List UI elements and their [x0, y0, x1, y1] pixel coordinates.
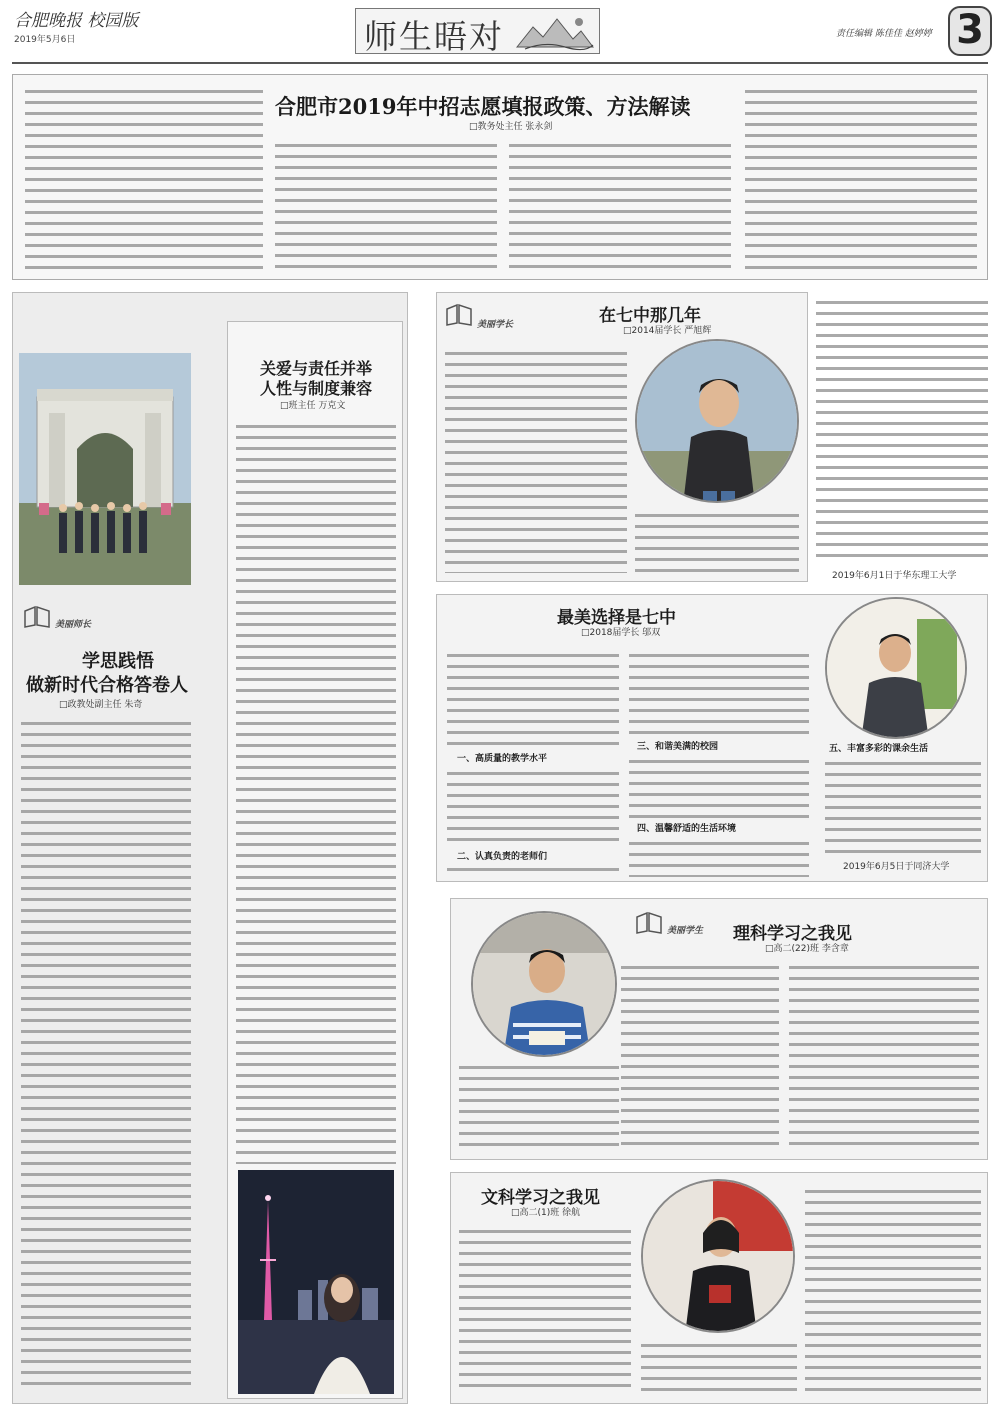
left-column: [12, 292, 408, 1404]
mid-byline: □班主任 万克文: [280, 401, 346, 411]
left-title-line2: 做新时代合格答卷人: [26, 675, 188, 696]
section-tag-student: 美丽学生: [667, 926, 704, 936]
mid-title-line2: 人性与制度兼容: [259, 379, 372, 398]
best-subhead-1: 一、高质量的教学水平: [457, 754, 548, 764]
policy-byline: □教务处主任 张永剑: [469, 122, 553, 132]
section-title: 师生晤对: [364, 17, 504, 56]
policy-text-col1: [25, 85, 263, 271]
qizhong-text-col3: [816, 296, 988, 564]
science-title: 理科学习之我见: [733, 924, 852, 944]
qizhong-byline: □2014届学长 严旭辉: [623, 326, 712, 336]
arts-byline: □高二(1)班 徐航: [511, 1208, 581, 1218]
city-night-photo: [238, 1170, 394, 1394]
mid-card: [227, 321, 403, 1399]
section-tag-teacher: 美丽师长: [55, 620, 92, 630]
best-text-col1c: [447, 863, 619, 877]
policy-article: [12, 74, 988, 280]
left-title-line1: 学思践悟: [82, 651, 154, 672]
best-text-col2b: [629, 755, 809, 819]
alumnus-portrait-1: [635, 339, 799, 503]
best-text-col2c: [629, 837, 809, 877]
best-byline: □2018届学长 邬双: [581, 628, 661, 638]
issue-date: 2019年5月6日: [14, 35, 76, 45]
arts-text-col3: [805, 1185, 981, 1395]
best-text-col1: [447, 649, 619, 747]
arts-text-col2: [641, 1339, 797, 1395]
mid-text-body: [236, 420, 396, 1164]
best-text-col2: [629, 649, 809, 735]
left-text-body: [21, 717, 191, 1391]
science-text-col1: [621, 961, 779, 1149]
newspaper-logo: 合肥晚报 校园版: [14, 11, 139, 31]
book-icon: [23, 605, 51, 629]
policy-text-col3: [509, 139, 731, 271]
mid-title-line1: 关爱与责任并举: [259, 359, 372, 378]
best-title: 最美选择是七中: [557, 608, 676, 628]
science-text-col2: [789, 961, 979, 1151]
page-number: 3: [948, 6, 992, 56]
left-byline: □政教处副主任 朱奇: [59, 700, 143, 710]
student-portrait-2: [641, 1179, 795, 1333]
policy-text-col4: [745, 85, 977, 271]
science-text-col1b: [459, 1061, 619, 1151]
best-subhead-3: 三、和谐美满的校园: [637, 742, 719, 752]
book-icon: [445, 303, 473, 327]
best-sign: 2019年6月5日于同济大学: [843, 862, 950, 872]
article-arts: [450, 1172, 988, 1404]
section-tag-alumni: 美丽学长: [477, 320, 514, 330]
section-banner: [355, 8, 600, 54]
masthead: [0, 0, 1000, 64]
arts-title: 文科学习之我见: [481, 1188, 600, 1208]
qizhong-text-col2: [635, 509, 799, 573]
arts-text-col1: [459, 1225, 631, 1395]
editor-credit: 责任编辑 陈佳佳 赵婷婷: [836, 29, 932, 39]
header-rule: [12, 62, 988, 64]
best-text-col1b: [447, 767, 619, 845]
policy-title: 合肥市2019年中招志愿填报政策、方法解读: [275, 94, 691, 119]
policy-text-col2: [275, 139, 497, 271]
qizhong-title: 在七中那几年: [599, 306, 701, 326]
best-subhead-4: 四、温馨舒适的生活环境: [637, 824, 737, 834]
best-subhead-2: 二、认真负责的老师们: [457, 852, 548, 862]
best-text-col3: [825, 757, 981, 853]
science-byline: □高二(22)班 李含章: [765, 944, 849, 954]
qizhong-sign: 2019年6月1日于华东理工大学: [832, 571, 957, 581]
article-qizhong: [436, 292, 808, 582]
qizhong-text-col1: [445, 347, 627, 573]
alumnus-portrait-2: [825, 597, 967, 739]
landscape-art-icon: [515, 13, 595, 51]
article-science: [450, 898, 988, 1160]
student-portrait-1: [471, 911, 617, 1057]
book-icon: [635, 911, 663, 935]
best-subhead-5: 五、丰富多彩的课余生活: [829, 744, 929, 754]
campus-gate-photo: [19, 353, 191, 585]
article-best: [436, 594, 988, 882]
